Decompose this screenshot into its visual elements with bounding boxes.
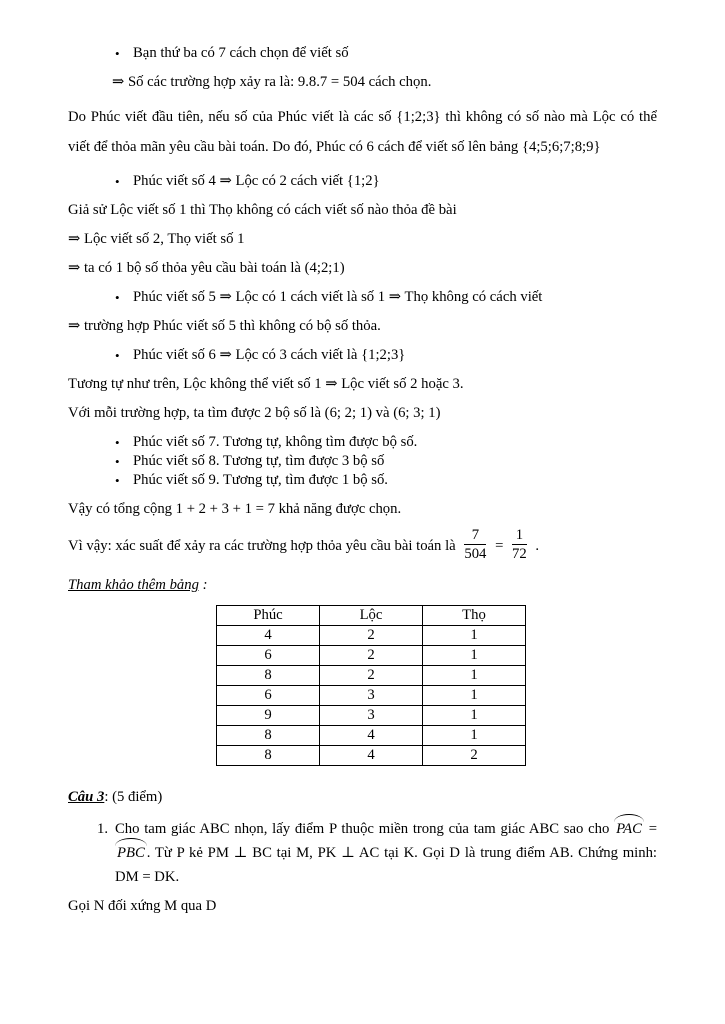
table-cell: 2 [320,666,423,686]
bullet-icon: • [115,348,120,363]
fraction-1-72 [512,527,527,562]
table-reference-colon: : [198,577,208,593]
table-cell: 1 [423,726,526,746]
bullet-icon: • [115,435,120,450]
table-row [217,706,526,726]
table-header-tho: Thọ [423,606,526,626]
line-ta-co-bo-so: ⇒ ta có 1 bộ số thỏa yêu cầu bài toán là (4;2;1) [68,260,345,276]
bullet-icon: • [115,174,120,189]
bullet-item-phuc-6 [68,346,657,365]
bullet-item-phuc-4 [68,172,657,191]
table-cell: 8 [217,746,320,766]
bullet-item-third-person [68,44,657,63]
bullet-text: Bạn thứ ba có 7 cách chọn để viết số [133,45,349,61]
table-cell: 2 [320,626,423,646]
line-tuong-tu: Tương tự như trên, Lộc không thể viết số 1 ⇒ Lộc viết số 2 hoặc 3. [68,376,464,392]
table-cell: 1 [423,706,526,726]
equals-sign: = [495,537,504,554]
table-cell: 4 [320,726,423,746]
fraction-denominator: 72 [512,546,527,562]
item-1-body [115,817,657,889]
table-row [217,746,526,766]
table-row [217,726,526,746]
line-loc-viet-2: ⇒ Lộc viết số 2, Thọ viết số 1 [68,231,245,247]
line-vay-tong-cong: Vậy có tổng cộng 1 + 2 + 3 + 1 = 7 khả năng được chọn. [68,501,402,517]
bullet-icon: • [115,473,120,488]
bullet-text: Phúc viết số 4 ⇒ Lộc có 2 cách viết {1;2} [133,173,380,189]
numbered-item-1 [97,817,657,889]
table-cell: 1 [423,646,526,666]
table-cell: 9 [217,706,320,726]
table-row [217,626,526,646]
fraction-numerator: 7 [464,527,486,545]
bullet-text: Phúc viết số 5 ⇒ Lộc có 1 cách viết là số 1 ⇒ Thọ không có cách viết [133,289,543,305]
item-1-text: . Từ P kẻ PM ⊥ BC tại M, PK ⊥ AC tại K. Gọi D là trung điểm AB. Chứng minh: DM = DK. [115,845,657,885]
table-row [217,666,526,686]
paragraph-phuc-first: Do Phúc viết đầu tiên, nếu số của Phúc viết là các số {1;2;3} thì không có số nào mà Lộc có thể viết để thỏa mãn yêu cầu bài toán. Do đó, Phúc có 6 cách để viết số lên bảng {4;5;6;7;8;9} [68,109,657,155]
line-voi-moi-truong-hop: Với mỗi trường hợp, ta tìm được 2 bộ số là (6; 2; 1) và (6; 3; 1) [68,405,441,421]
bullet-icon: • [115,454,120,469]
line-table-reference [68,576,657,595]
fraction-numerator: 1 [512,527,527,545]
line-truong-hop-phuc-5: ⇒ trường hợp Phúc viết số 5 thì không có bộ số thỏa. [68,318,381,334]
table-cell: 6 [217,646,320,666]
table-row [217,686,526,706]
table-cell: 3 [320,706,423,726]
bullet-text: Phúc viết số 7. Tương tự, không tìm được bộ số. [133,434,418,450]
item-1-text: Cho tam giác ABC nhọn, lấy điểm P thuộc miền trong của tam giác ABC sao cho [115,821,615,837]
bullet-item-phuc-9 [68,471,657,490]
angle-pbc: PBC [115,841,147,865]
cau-3-points: : (5 điểm) [104,789,163,805]
table-cell: 1 [423,686,526,706]
bullet-item-phuc-7 [68,433,657,452]
table-row [217,646,526,666]
bullet-group-phuc-789 [68,433,657,490]
line-gia-su: Giả sử Lộc viết số 1 thì Thọ không có cách viết số nào thỏa đề bài [68,202,457,218]
cau-3-label: Câu 3 [68,789,105,805]
line-goi-n: Gọi N đối xứng M qua D [68,898,217,914]
probability-text: Vì vậy: xác suất để xảy ra các trường hợp thỏa yêu cầu bài toán là [68,537,456,554]
table-cell: 1 [423,626,526,646]
bullet-item-phuc-5 [68,288,657,307]
line-total-cases: ⇒ Số các trường hợp xảy ra là: 9.8.7 = 504 cách chọn. [112,74,432,90]
bullet-text: Phúc viết số 8. Tương tự, tìm được 3 bộ số [133,453,385,469]
angle-pac: PAC [614,817,644,841]
bullet-text: Phúc viết số 6 ⇒ Lộc có 3 cách viết là {1;2;3} [133,347,406,363]
table-cell: 1 [423,666,526,686]
table-header-loc: Lộc [320,606,423,626]
sentence-period: . [535,537,540,554]
table-cell: 8 [217,726,320,746]
table-cell: 4 [217,626,320,646]
table-cell: 3 [320,686,423,706]
table-header-phuc: Phúc [217,606,320,626]
equals-sign: = [643,821,657,837]
section-heading-cau-3 [68,788,657,807]
table-cell: 4 [320,746,423,766]
table-cell: 6 [217,686,320,706]
table-cell: 2 [423,746,526,766]
fraction-denominator: 504 [464,546,487,562]
table-cell: 2 [320,646,423,666]
fraction-7-504 [464,527,486,562]
table-reference-label: Tham khảo thêm bảng [68,577,199,593]
table-header-row [217,606,526,626]
bullet-text: Phúc viết số 9. Tương tự, tìm được 1 bộ số. [133,472,388,488]
bullet-icon: • [115,46,120,61]
bullet-item-phuc-8 [68,452,657,471]
line-probability [68,529,657,564]
item-number: 1. [97,821,109,837]
reference-table [216,605,526,766]
table-cell: 8 [217,666,320,686]
bullet-icon: • [115,290,120,305]
